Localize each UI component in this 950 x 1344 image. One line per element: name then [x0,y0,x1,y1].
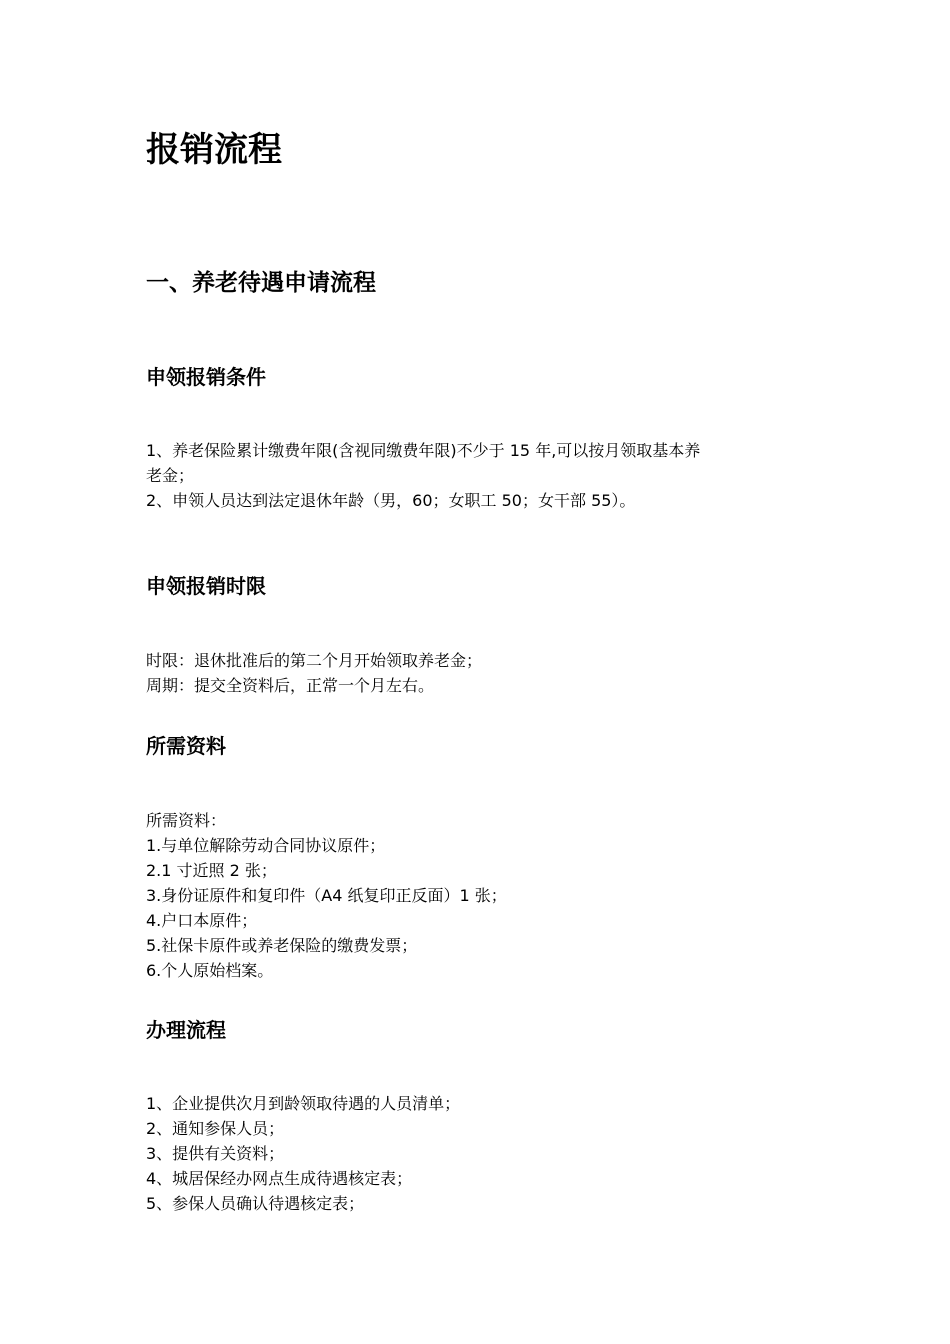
procedure-line-5: 5、参保人员确认待遇核定表； [146,1194,365,1213]
subheading-procedure: 办理流程 [146,1018,226,1042]
document-title: 报销流程 [146,130,282,170]
procedure-line-3: 3、提供有关资料； [146,1144,285,1163]
materials-line-6: 6.个人原始档案。 [146,961,274,980]
time-limit-paragraph [146,648,816,698]
conditions-paragraph [146,438,816,513]
conditions-line-2: 2、申领人员达到法定退休年龄（男，60；女职工 50；女干部 55）。 [146,491,636,510]
materials-line-3: 3.身份证原件和复印件（A4 纸复印正反面）1 张； [146,886,507,905]
section-heading-pension-application: 一、养老待遇申请流程 [146,270,376,296]
procedure-line-2: 2、通知参保人员； [146,1119,285,1138]
procedure-paragraph [146,1091,816,1216]
materials-line-1: 1.与单位解除劳动合同协议原件； [146,836,386,855]
materials-line-5: 5.社保卡原件或养老保险的缴费发票； [146,936,418,955]
materials-line-4: 4.户口本原件； [146,911,258,930]
subheading-time-limit: 申领报销时限 [146,574,266,598]
time-limit-line-1: 时限：退休批准后的第二个月开始领取养老金； [146,651,483,670]
conditions-line-1a: 1、养老保险累计缴费年限(含视同缴费年限)不少于 15 年,可以按月领取基本养 [146,441,701,460]
materials-line-0: 所需资料： [146,811,227,830]
materials-paragraph [146,808,816,983]
procedure-line-1: 1、企业提供次月到龄领取待遇的人员清单； [146,1094,461,1113]
subheading-conditions: 申领报销条件 [146,365,266,389]
procedure-line-4: 4、城居保经办网点生成待遇核定表； [146,1169,413,1188]
materials-line-2: 2.1 寸近照 2 张； [146,861,277,880]
subheading-materials: 所需资料 [146,734,226,758]
conditions-line-1b: 老金； [146,466,195,485]
time-limit-line-2: 周期：提交全资料后，正常一个月左右。 [146,676,435,695]
